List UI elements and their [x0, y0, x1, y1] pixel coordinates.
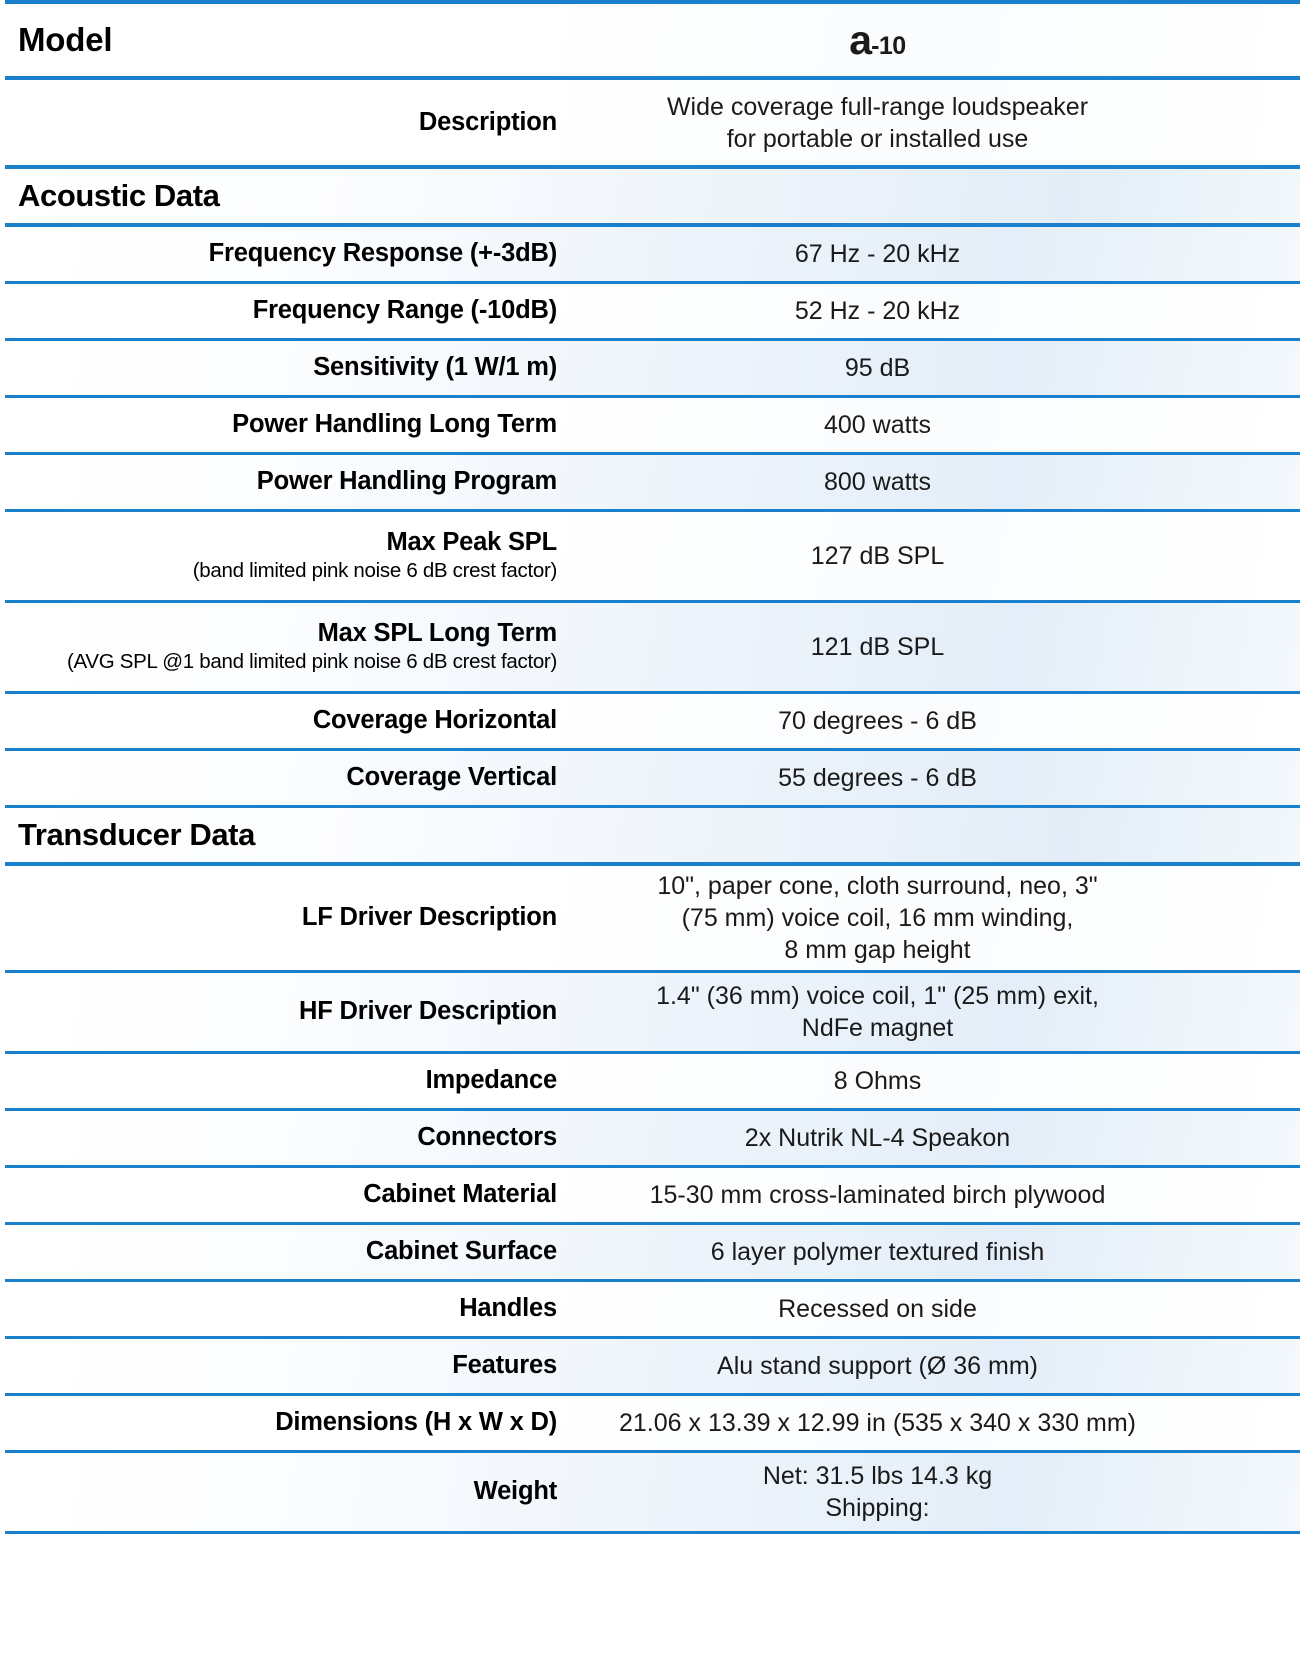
spec-label: Frequency Range (-10dB): [252, 296, 557, 325]
spec-row: [0, 398, 1300, 452]
spec-row: [0, 1339, 1300, 1393]
spec-value: 67 Hz - 20 kHz: [794, 240, 961, 268]
spec-label: Features: [452, 1351, 557, 1380]
spec-label: Cabinet Surface: [365, 1237, 557, 1266]
spec-value: 800 watts: [823, 468, 931, 496]
spec-row: [0, 512, 1300, 600]
spec-value: 52 Hz - 20 kHz: [794, 297, 961, 325]
spec-label: HF Driver Description: [299, 997, 557, 1026]
model-name-prefix: a: [849, 16, 872, 63]
spec-row: [0, 1168, 1300, 1222]
spec-label: Coverage Horizontal: [312, 706, 557, 735]
spec-label: Weight: [473, 1477, 557, 1506]
spec-row: [0, 341, 1300, 395]
spec-label: Max Peak SPL (band limited pink noise 6 dB crest factor): [0, 528, 565, 584]
spec-value: Alu stand support (Ø 36 mm): [717, 1352, 1038, 1380]
description-row: [0, 80, 1300, 165]
spec-value: 400 watts: [823, 411, 931, 439]
spec-value: Wide coverage full-range loudspeaker for portable or installed use: [666, 92, 1089, 153]
spec-row: [0, 227, 1300, 281]
spec-label: Frequency Response (+-3dB): [208, 239, 557, 268]
spec-value: 127 dB SPL: [810, 542, 945, 570]
spec-value: 15-30 mm cross-laminated birch plywood: [649, 1181, 1106, 1209]
spec-value: 95 dB: [844, 354, 911, 382]
spec-label: Sensitivity (1 W/1 m): [313, 353, 557, 382]
section-header-row: [0, 808, 1300, 862]
spec-label: Impedance: [425, 1066, 557, 1095]
spec-value: 21.06 x 13.39 x 12.99 in (535 x 340 x 330 mm): [619, 1409, 1136, 1437]
spec-value: 8 Ohms: [833, 1067, 922, 1095]
spec-row: [0, 1054, 1300, 1108]
divider-rule: [5, 1531, 1300, 1534]
spec-row: [0, 973, 1300, 1051]
spec-row: [0, 1111, 1300, 1165]
section-title: Transducer Data: [18, 817, 255, 852]
spec-label: LF Driver Description: [301, 903, 557, 932]
model-header-row: [0, 4, 1300, 76]
spec-label: Max SPL Long Term (AVG SPL @1 band limited pink noise 6 dB crest factor): [0, 619, 565, 675]
spec-label: Power Handling Long Term: [232, 410, 557, 439]
spec-label: Coverage Vertical: [346, 763, 557, 792]
spec-value: 6 layer polymer textured finish: [710, 1238, 1045, 1266]
section-header-row: [0, 169, 1300, 223]
spec-value: 121 dB SPL: [810, 633, 945, 661]
section-title: Acoustic Data: [18, 178, 220, 213]
spec-value: 10", paper cone, cloth surround, neo, 3" (75 mm) voice coil, 16 mm winding, 8 mm gap height: [657, 872, 1098, 964]
spec-value: 2x Nutrik NL-4 Speakon: [744, 1124, 1011, 1152]
spec-row: [0, 866, 1300, 970]
spec-row: [0, 455, 1300, 509]
spec-row: [0, 284, 1300, 338]
model-name: [565, 14, 1300, 66]
spec-row: [0, 1453, 1300, 1531]
model-label: Model: [18, 21, 113, 59]
spec-value: Net: 31.5 lbs 14.3 kg Shipping:: [762, 1462, 993, 1522]
spec-label: Cabinet Material: [363, 1180, 557, 1209]
spec-sublabel: (AVG SPL @1 band limited pink noise 6 dB crest factor): [66, 650, 557, 674]
model-name-suffix: -10: [871, 31, 906, 60]
spec-sublabel: (band limited pink noise 6 dB crest factor): [192, 559, 557, 583]
spec-label: Dimensions (H x W x D): [275, 1408, 557, 1437]
spec-label: Power Handling Program: [256, 467, 557, 496]
spec-label: Handles: [459, 1294, 557, 1323]
spec-row: [0, 1282, 1300, 1336]
spec-row: [0, 603, 1300, 691]
spec-value: 70 degrees - 6 dB: [778, 707, 977, 735]
spec-row: [0, 1396, 1300, 1450]
spec-label: Description: [418, 107, 557, 136]
spec-value: 55 degrees - 6 dB: [778, 764, 977, 792]
spec-value: 1.4" (36 mm) voice coil, 1" (25 mm) exit, NdFe magnet: [656, 982, 1099, 1042]
spec-row: [0, 751, 1300, 805]
spec-label: Connectors: [417, 1123, 557, 1152]
spec-row: [0, 1225, 1300, 1279]
spec-value: Recessed on side: [778, 1295, 977, 1323]
spec-row: [0, 694, 1300, 748]
